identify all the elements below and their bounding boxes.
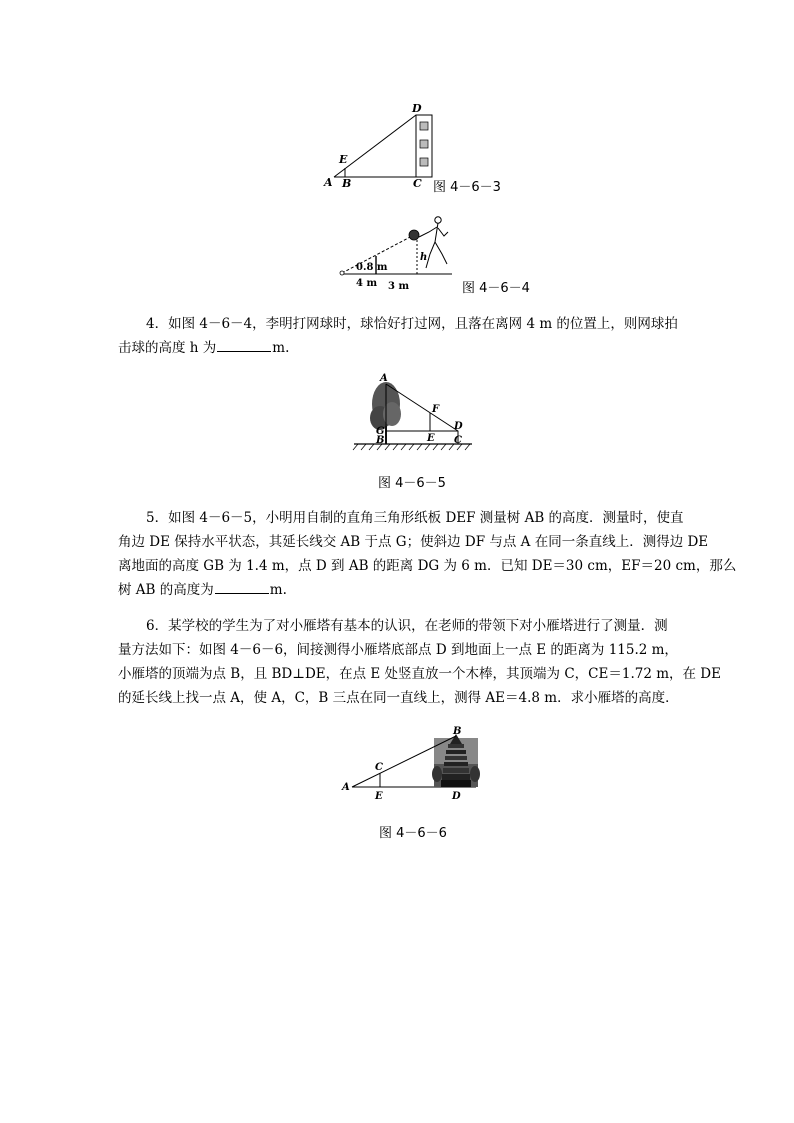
answer-blank-q4[interactable] [217,339,271,352]
label-0.8m: 0.8 m [356,262,388,273]
label-h: h [420,252,428,263]
label-G: G [376,426,385,437]
q4-line-2-text: 击球的高度 h 为 [118,340,217,356]
ball-icon [340,271,344,275]
q4-line-2 [118,336,678,360]
q5-line-3: 离地面的高度 GB 为 1.4 m，点 D 到 AB 的距离 DG 为 6 m．已知 DE＝30 cm，EF＝20 cm，那么 [118,558,737,574]
caption-4-6-5: 图 4－6－5 [378,476,446,491]
label-F: F [432,404,440,415]
question-4 [118,312,678,360]
caption-4-6-6: 图 4－6－6 [379,826,447,841]
label-E: E [375,791,383,802]
q5-line-4-text: 树 AB 的高度为 [118,582,214,598]
question-6 [118,614,721,710]
label-E: E [427,433,435,444]
q4-line-1: 4．如图 4－6－4，李明打网球时，球恰好打过网，且落在离网 4 m 的位置上，则网球拍 [146,316,678,332]
label-D: D [412,102,422,115]
label-C: C [413,177,422,190]
q5-line-4 [118,578,678,602]
racket-icon [409,230,419,240]
label-A: A [324,176,333,189]
label-B: B [453,726,462,737]
figure-4-6-5 [350,370,480,456]
q5-line-1: 5．如图 4－6－5，小明用自制的直角三角形纸板 DEF 测量树 AB 的高度．测量时，使直 [146,510,684,526]
label-B: B [342,177,352,190]
q6-line-1: 6．某学校的学生为了对小雁塔有基本的认识，在老师的带领下对小雁塔进行了测量．测 [146,618,668,634]
q4-line-2-unit: m. [272,340,290,356]
label-A: A [342,782,350,793]
label-3m: 3 m [388,281,410,292]
question-5 [118,506,737,602]
label-C: C [375,762,383,773]
label-E: E [339,153,348,166]
label-4m: 4 m [356,278,378,289]
label-D: D [454,421,463,432]
answer-blank-q5[interactable] [215,581,269,594]
pagoda-icon [432,734,480,787]
figure-4-6-4 [334,210,464,294]
q6-line-4: 的延长线上找一点 A，使 A，C，B 三点在同一直线上，测得 AE＝4.8 m．求小雁塔的高度． [118,690,679,706]
q5-line-2: 角边 DE 保持水平状态，其延长线交 AB 于点 G；使斜边 DF 与点 A 在同一条直线上．测得边 DE [118,534,709,550]
caption-4-6-3: 图 4－6－3 [433,180,501,195]
figure-4-6-3 [320,100,440,192]
label-C: C [454,435,462,446]
q6-line-3: 小雁塔的顶端为点 B，且 BD⊥DE，在点 E 处竖直放一个木棒，其顶端为 C，CE＝1.72 m，在 DE [118,666,721,682]
caption-4-6-4: 图 4－6－4 [462,281,530,296]
figure-4-6-6 [338,724,483,804]
q6-line-2: 量方法如下：如图 4－6－6，间接测得小雁塔底部点 D 到地面上一点 E 的距离为 115.2 m， [118,642,678,658]
label-A: A [380,373,388,384]
label-D: D [452,791,461,802]
label-B: B [376,435,385,446]
q5-line-4-unit: m. [269,582,287,598]
